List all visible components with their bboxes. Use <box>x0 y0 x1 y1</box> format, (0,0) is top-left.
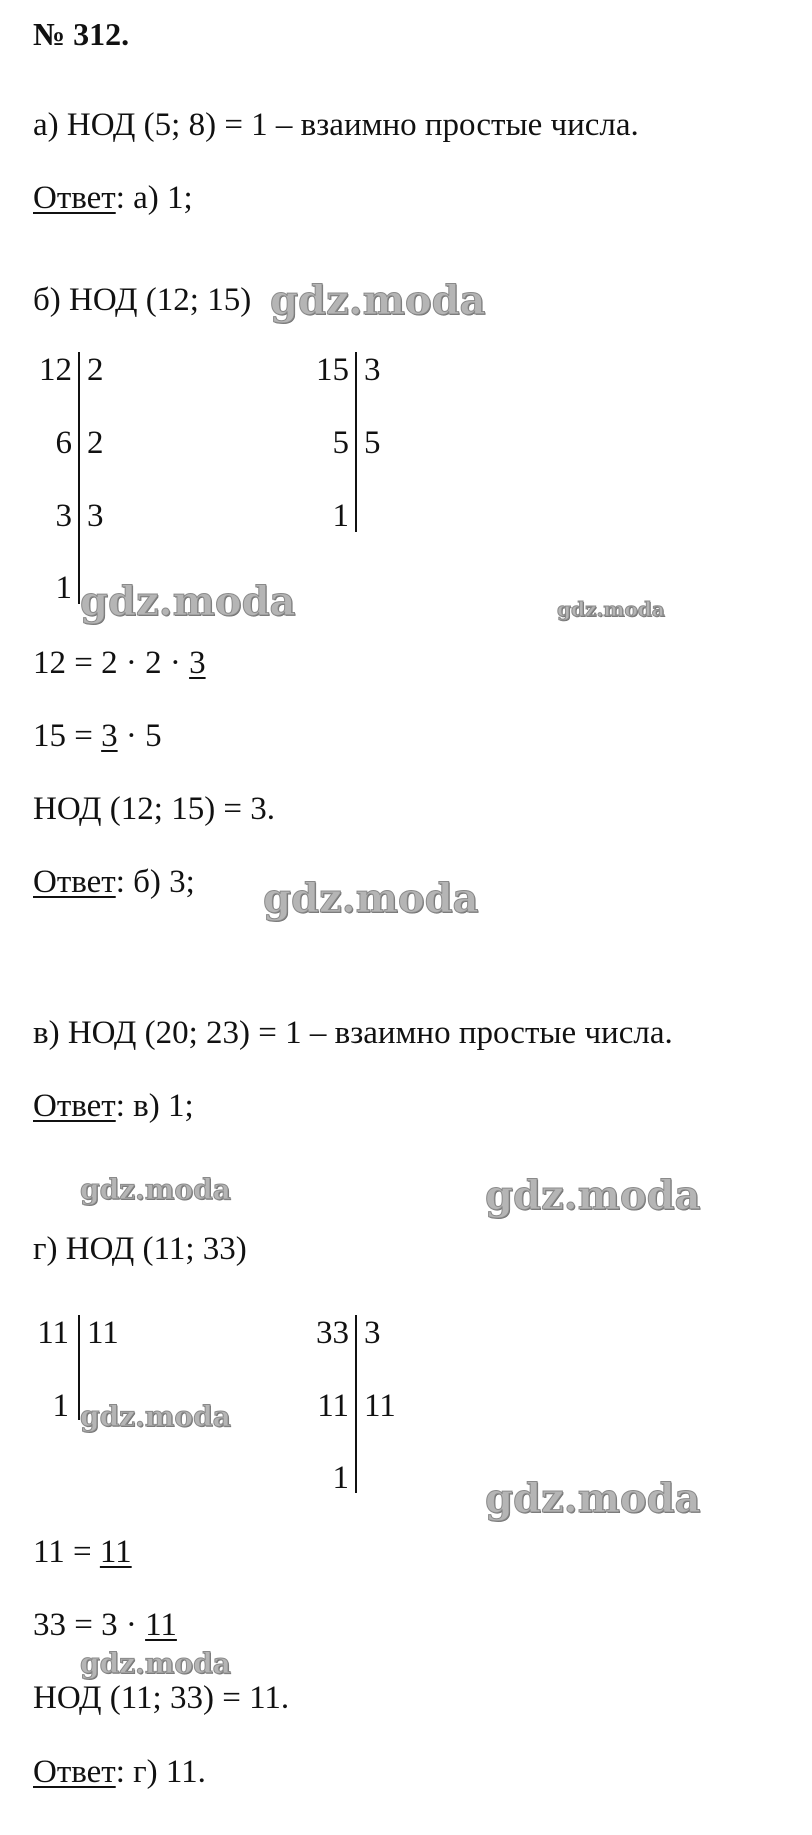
watermark-logo: gdz.moda <box>485 1475 701 1522</box>
part-a-line: а) НОД (5; 8) = 1 – взаимно простые числа. <box>33 107 639 143</box>
equation-11: 11 = 11 <box>33 1534 132 1570</box>
fact-divisor: 2 <box>87 352 104 388</box>
fact-divisor: 3 <box>364 352 381 388</box>
equation-33: 33 = 3 · 11 <box>33 1607 177 1643</box>
part-b-result: НОД (12; 15) = 3. <box>33 791 276 827</box>
part-g-heading: г) НОД (11; 33) <box>33 1231 247 1267</box>
part-b-answer <box>33 862 195 902</box>
watermark-logo: gdz.moda <box>485 1172 701 1219</box>
answer-label: Ответ <box>33 180 116 216</box>
fact-number: 33 <box>316 1315 349 1351</box>
fact-number: 1 <box>332 498 349 534</box>
part-g-answer <box>33 1752 206 1792</box>
fact-divisor: 3 <box>364 1315 381 1351</box>
answer-value: : в) 1; <box>115 1088 194 1124</box>
fact-number: 1 <box>55 570 72 606</box>
watermark-logo: gdz.moda <box>270 277 486 324</box>
common-factor: 11 <box>99 1534 132 1570</box>
answer-value: : б) 3; <box>115 864 195 900</box>
watermark-logo: gdz.moda <box>80 1173 231 1206</box>
part-g-result: НОД (11; 33) = 11. <box>33 1680 290 1716</box>
division-bar <box>355 1315 357 1493</box>
watermark-logo: gdz.moda <box>80 1647 231 1680</box>
answer-label: Ответ <box>33 864 116 900</box>
fact-number: 15 <box>316 352 349 388</box>
division-bar <box>78 352 80 604</box>
part-v-answer <box>33 1086 194 1126</box>
fact-divisor: 11 <box>364 1388 396 1424</box>
part-v-line: в) НОД (20; 23) = 1 – взаимно простые числа. <box>33 1015 673 1051</box>
exercise-title: № 312. <box>33 16 130 52</box>
fact-divisor: 3 <box>87 498 104 534</box>
watermark-logo: gdz.moda <box>80 1400 231 1433</box>
equation-15: 15 = 3 · 5 <box>33 718 162 754</box>
fact-number: 11 <box>317 1388 349 1424</box>
fact-number: 11 <box>37 1315 69 1351</box>
fact-number: 5 <box>332 425 349 461</box>
fact-divisor: 2 <box>87 425 104 461</box>
part-b-heading: б) НОД (12; 15) <box>33 282 252 318</box>
fact-number: 1 <box>52 1388 69 1424</box>
fact-number: 12 <box>39 352 72 388</box>
answer-value: : а) 1; <box>115 180 193 216</box>
part-a-answer <box>33 178 193 218</box>
common-factor: 3 <box>101 718 118 754</box>
answer-label: Ответ <box>33 1754 116 1790</box>
common-factor: 3 <box>189 645 206 681</box>
watermark-logo: gdz.moda <box>80 578 296 625</box>
division-bar <box>355 352 357 532</box>
common-factor: 11 <box>145 1607 177 1643</box>
fact-divisor: 5 <box>364 425 381 461</box>
fact-number: 1 <box>332 1460 349 1496</box>
equation-12: 12 = 2 · 2 · 3 <box>33 645 206 681</box>
watermark-logo: gdz.moda <box>557 597 665 621</box>
answer-label: Ответ <box>33 1088 116 1124</box>
fact-number: 3 <box>55 498 72 534</box>
watermark-logo: gdz.moda <box>263 875 479 922</box>
fact-divisor: 11 <box>87 1315 119 1351</box>
answer-value: : г) 11. <box>115 1754 206 1790</box>
fact-number: 6 <box>55 425 72 461</box>
